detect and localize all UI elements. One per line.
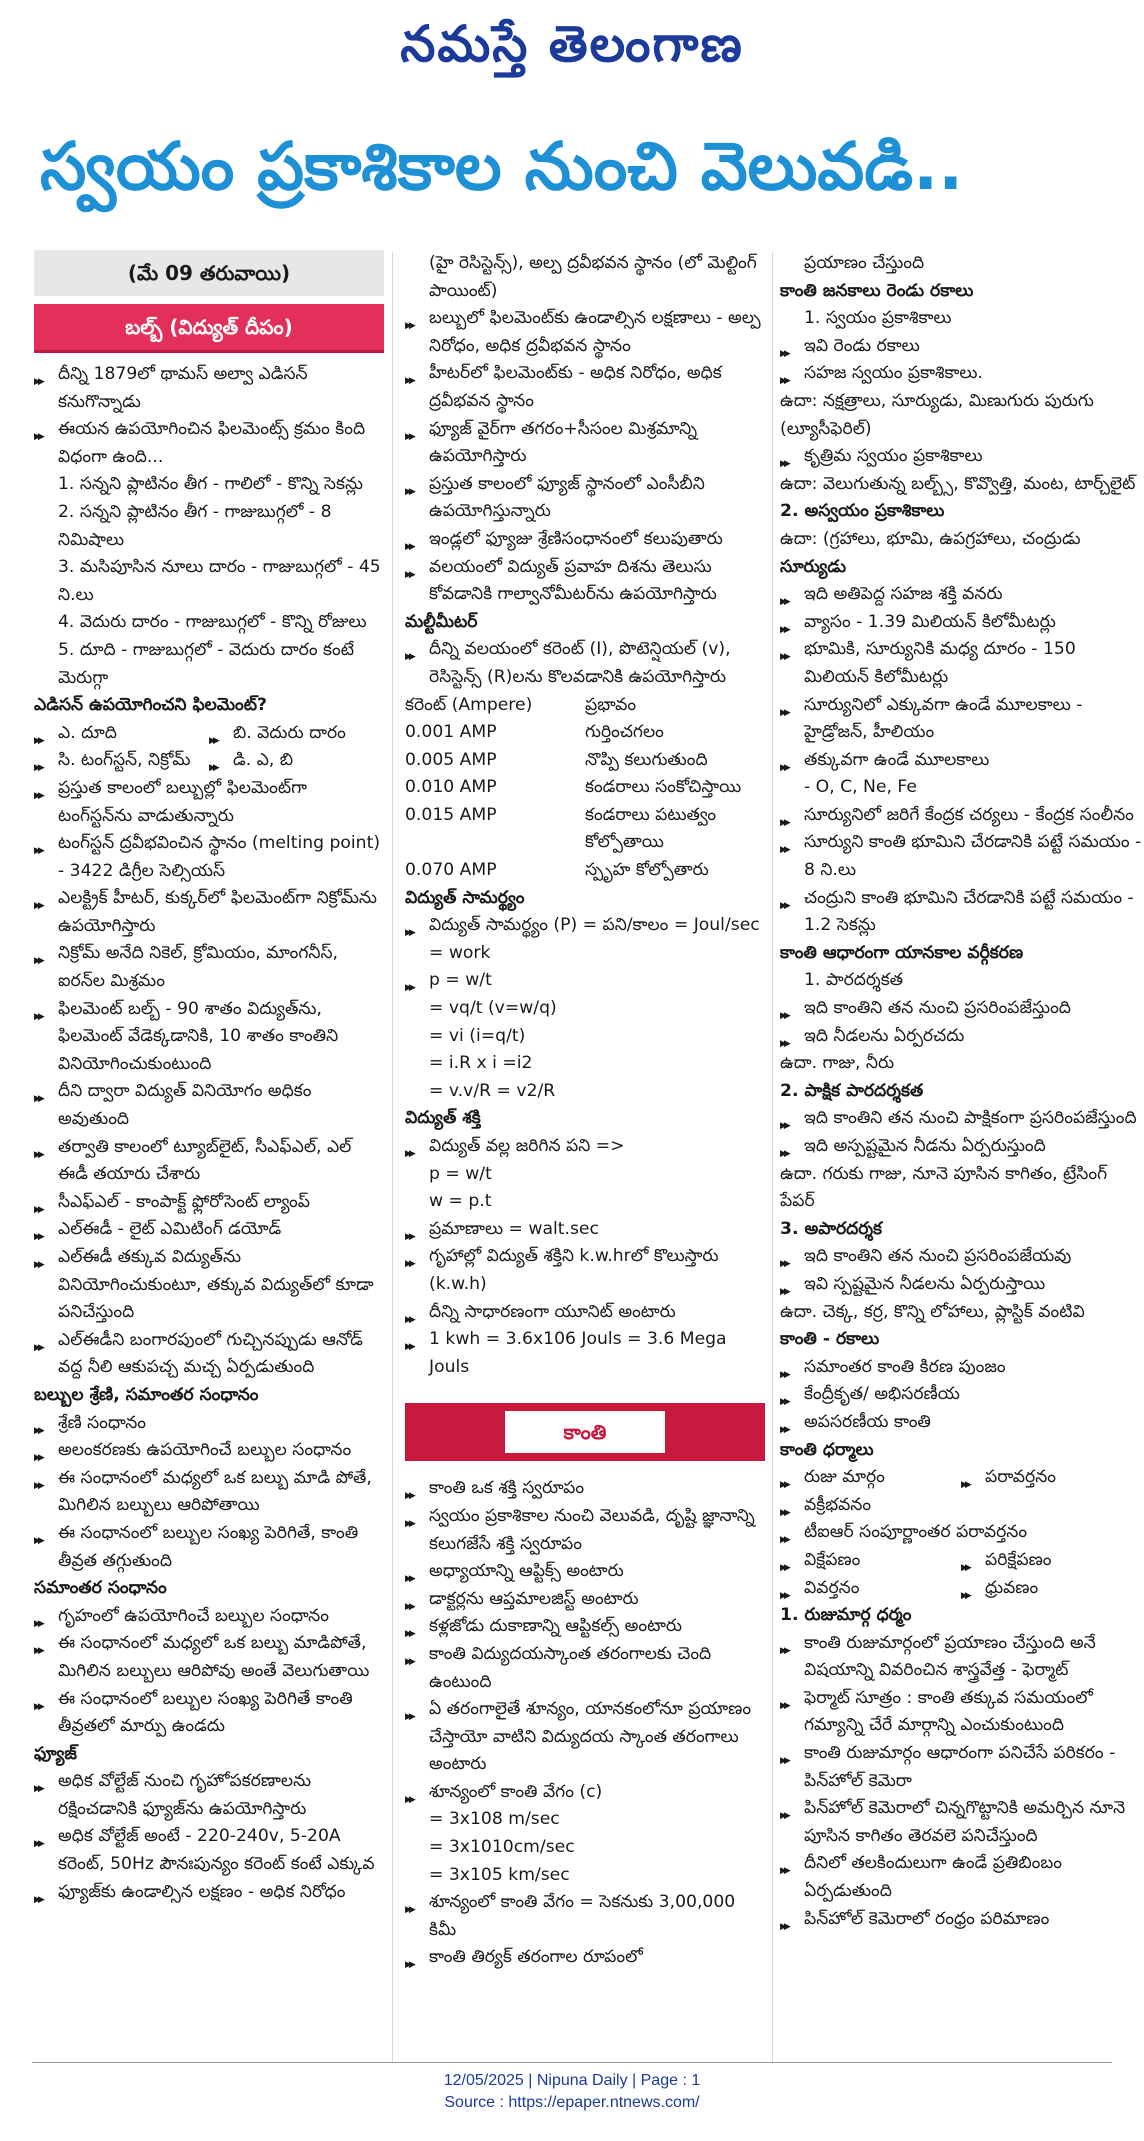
text-line: ఉదా. చెక్క, కర్ర, కొన్ని లోహాలు, ప్లాస్టిక్ వంటివి	[780, 1301, 1085, 1322]
text-line: = v.v/R = v2/R	[429, 1080, 556, 1101]
bullet-item: ▶▶ ఫిలమెంట్ బల్బ్ - 90 శాతం విద్యుత్‌ను, ఫిలమెంట్ వేడెక్కడానికి, 10 శాతం కాంతిని వినియోగించుకుంటుంది	[34, 996, 384, 1079]
column-1	[34, 250, 384, 1906]
bullet-item: ▶▶ కళ్లజోడు దుకాణాన్ని ఆప్టికల్స్ అంటారు	[405, 1613, 765, 1641]
text-line: 1. స్వయం ప్రకాశికాలు	[804, 308, 952, 329]
bullet-item: ▶▶ ఎల్‌ఈడీ తక్కువ విద్యుత్‌ను వినియోగించుకుంటూ, తక్కువ విద్యుత్‌లో కూడా పనిచేస్తుంది	[34, 1244, 384, 1327]
text-line: = 3x1010cm/sec	[429, 1837, 575, 1858]
bullet-item: ▶▶ పిన్‌హోల్ కెమెరాలో చిన్నగొట్టానికి అమర్చిన నూనె పూసిన కాగితం తెరవలె పనిచేస్తుంది	[780, 1795, 1142, 1850]
bullet-item: ▶▶ కాంతి రుజుమార్గం ఆధారంగా పనిచేసే పరికరం - పిన్‌హోల్ కెమెరా	[780, 1740, 1142, 1795]
bullet-item: ▶▶ విద్యుత్ సామర్థ్యం (P) = పని/కాలం = Joul/sec = work	[405, 912, 765, 967]
bullet-item: ▶▶ దీని ద్వారా విద్యుత్ వినియోగం అధికం అవుతుంది	[34, 1078, 384, 1133]
bullet-item: ▶▶ ఇది కాంతిని తన నుంచి ప్రసరింపజేయవు	[780, 1243, 1142, 1271]
list-item: ▶▶ విక్షేపణం	[780, 1547, 961, 1575]
subheading: విద్యుత్ సామర్థ్యం	[405, 887, 525, 908]
subheading: కాంతి జనకాలు రెండు రకాలు	[780, 280, 974, 301]
bullet-item: ▶▶ నిక్రోమ్ అనేది నికెల్, క్రోమియం, మాంగనీస్, ఐరన్‌ల మిశ్రమం	[34, 940, 384, 995]
bullet-item: ▶▶ ఈ సంధానంలో బల్బుల సంఖ్య పెరిగితే, కాంతి తీవ్రత తగ్గుతుంది	[34, 1520, 384, 1575]
list-item: ▶▶ పరిక్షేపణం	[961, 1547, 1142, 1575]
table-header-row	[405, 692, 765, 720]
bullet-item: ▶▶ వక్రీభవనం	[780, 1492, 1142, 1520]
bullet-item: ▶▶ ఈయన ఉపయోగించిన ఫిలమెంట్స్ క్రమం కింది విధంగా ఉంది...	[34, 416, 384, 471]
bullet-item: ▶▶ గృహంలో ఉపయోగించే బల్బుల సంధానం	[34, 1603, 384, 1631]
footer-divider	[32, 2062, 1112, 2063]
table-row	[405, 774, 765, 802]
text-line: = vq/t (v=w/q)	[429, 998, 557, 1019]
date-box: (మే 09 తరువాయి)	[34, 250, 384, 296]
text-line: 3. మసిపూసిన నూలు దారం - గాజుబుగ్గలో - 45 ని.లు	[58, 557, 381, 605]
bullet-item: ▶▶ అలంకరణకు ఉపయోగించే బల్బుల సంధానం	[34, 1437, 384, 1465]
table-row	[405, 802, 765, 857]
column-3-body	[780, 250, 1142, 1933]
bullet-item: ▶▶ దీన్ని సాధారణంగా యూనిట్ అంటారు	[405, 1299, 765, 1327]
two-column-row	[34, 720, 384, 748]
list-item: ▶▶ సి. టంగ్‌స్టన్, నిక్రోమ్	[34, 747, 209, 775]
text-line: 5. దూది - గాజుబుగ్గలో - వెదురు దారం కంటే మెరుగ్గా	[58, 639, 354, 688]
text-line: - O, C, Ne, Fe	[804, 777, 917, 798]
bullet-item: ▶▶ వలయంలో విద్యుత్ ప్రవాహ దిశను తెలుసు కోవడానికి గాల్వానోమీటర్‌ను ఉపయోగిస్తారు	[405, 554, 765, 609]
bullet-item: ▶▶ అధ్యాయాన్ని ఆప్టిక్స్ అంటారు	[405, 1558, 765, 1586]
section-title-bulb: బల్బ్ (విద్యుత్ దీపం)	[34, 304, 384, 353]
bullet-item: ▶▶ ఏ తరంగాలైతే శూన్యం, యానకంలోనూ ప్రయాణం చేస్తాయో వాటిని విద్యుదయ స్కాంత తరంగాలు అంటారు	[405, 1696, 765, 1779]
column-2-body-3	[405, 1475, 765, 1972]
bullet-item: ▶▶ ఇవి స్పష్టమైన నీడలను ఏర్పరుస్తాయి	[780, 1271, 1142, 1299]
section-title-light-box	[405, 1403, 765, 1461]
current-effects-table	[405, 692, 765, 885]
bullet-item: ▶▶ ఫ్యూజ్‌కు ఉండాల్సిన లక్షణం - అధిక నిరోధం	[34, 1879, 384, 1907]
list-item: ▶▶ బి. వెదురు దారం	[209, 720, 384, 748]
bullet-item: ▶▶ శ్రేణి సంధానం	[34, 1410, 384, 1438]
text-line: p = w/t	[429, 1163, 492, 1184]
bullet-item: ▶▶ చంద్రుని కాంతి భూమిని చేరడానికి పట్టే సమయం - 1.2 సెకన్లు	[780, 885, 1142, 940]
bullet-item: ▶▶ అపసరణీయ కాంతి	[780, 1409, 1142, 1437]
bullet-item: ▶▶ కృత్రిమ స్వయం ప్రకాశికాలు	[780, 443, 1142, 471]
subheading: సూర్యుడు	[780, 556, 847, 577]
bullet-item: ▶▶ హీటర్‌లో ఫిలమెంట్‌కు - అధిక నిరోధం, అధిక ద్రవీభవన స్థానం	[405, 360, 765, 415]
subheading: ఎడిసన్ ఉపయోగించని ఫిలమెంట్?	[34, 695, 268, 716]
text-line: = i.R x i =i2	[429, 1053, 533, 1074]
bullet-item: ▶▶ తక్కువగా ఉండే మూలకాలు	[780, 747, 1142, 775]
list-item: ▶▶ పరావర్తనం	[961, 1464, 1142, 1492]
column-divider	[772, 252, 773, 2062]
bullet-item: ▶▶ భూమికి, సూర్యునికి మధ్య దూరం - 150 మిలియన్ కిలోమీటర్లు	[780, 636, 1142, 691]
table-cell: 0.015 AMP	[405, 804, 497, 825]
subheading: సమాంతర సంధానం	[34, 1578, 167, 1599]
column-2-body-2	[405, 885, 765, 1382]
text-line: 1. సన్నని ప్లాటినం తీగ - గాలిలో - కొన్ని సెకన్లు	[58, 474, 363, 495]
bullet-item: ▶▶ అధిక వోల్టేజ్ అంటే - 220-240v, 5-20A కరెంట్, 50Hz పౌనఃపున్యం కరెంట్ కంటే ఎక్కువ	[34, 1823, 384, 1878]
bullet-item: ▶▶ దీనిలో తలకిందులుగా ఉండే ప్రతిబింబం ఏర్పడుతుంది	[780, 1850, 1142, 1905]
bullet-item: ▶▶ తర్వాతి కాలంలో ట్యూబ్‌లైట్, సీఎఫ్‌ఎల్, ఎల్ ఈడీ తయారు చేశారు	[34, 1134, 384, 1189]
table-cell: గుర్తించగలం	[585, 722, 664, 743]
bullet-item: ▶▶ ఇవి రెండు రకాలు	[780, 333, 1142, 361]
bullet-item: ▶▶ కాంతి విద్యుదయస్కాంత తరంగాలకు చెంది ఉంటుంది	[405, 1641, 765, 1696]
bullet-item: ▶▶ ప్రమాణాలు = walt.sec	[405, 1216, 765, 1244]
bullet-item: ▶▶ ఇది నీడలను ఏర్పరచదు	[780, 1023, 1142, 1051]
subheading: కాంతి - రకాలు	[780, 1329, 880, 1350]
bullet-item: ▶▶ శూన్యంలో కాంతి వేగం (c)	[405, 1779, 765, 1807]
bullet-item: ▶▶ సూర్యునిలో ఎక్కువగా ఉండే మూలకాలు - హైడ్రోజన్, హీలియం	[780, 692, 1142, 747]
bullet-item: ▶▶ కాంతి తిర్యక్ తరంగాల రూపంలో	[405, 1944, 765, 1972]
bullet-item: ▶▶ టంగ్‌స్టన్ ద్రవీభవించిన స్థానం (melting point) - 3422 డిగ్రీల సెల్సియస్	[34, 830, 384, 885]
bullet-item: ▶▶ కేంద్రీకృత/ అభిసరణీయ	[780, 1381, 1142, 1409]
subheading: కాంతి ఆధారంగా యానకాల వర్గీకరణ	[780, 942, 1024, 963]
subheading: విద్యుత్ శక్తి	[405, 1108, 481, 1129]
text-line: = 3x108 m/sec	[429, 1809, 560, 1830]
bullet-item: ▶▶ వ్యాసం - 1.39 మిలియన్ కిలోమీటర్లు	[780, 609, 1142, 637]
bullet-item: ▶▶ కాంతి రుజుమార్గంలో ప్రయాణం చేస్తుంది అనే విషయాన్ని వివరించిన శాస్త్రవేత్త - ఫెర్మాట్	[780, 1630, 1142, 1685]
bullet-item: ▶▶ ప్రస్తుత కాలంలో బల్బుల్లో ఫిలమెంట్‌గా టంగ్‌స్టన్‌ను వాడుతున్నారు	[34, 775, 384, 830]
bullet-item: ▶▶ ఇది కాంతిని తన నుంచి ప్రసరింపజేస్తుంది	[780, 995, 1142, 1023]
text-line: ఉదా. గాజు, నీరు	[780, 1053, 895, 1074]
table-row	[405, 747, 765, 775]
bullet-item: ▶▶ దీన్ని 1879లో థామస్ అల్వా ఎడిసన్ కనుగొన్నాడు	[34, 361, 384, 416]
subheading: ఫ్యూజ్	[34, 1743, 77, 1764]
text-line: w = p.t	[429, 1191, 492, 1212]
bullet-item: ▶▶ కాంతి ఒక శక్తి స్వరూపం	[405, 1475, 765, 1503]
table-row	[405, 719, 765, 747]
bullet-item: ▶▶ గృహాల్లో విద్యుత్ శక్తిని k.w.hrలో కొలుస్తారు (k.w.h)	[405, 1243, 765, 1298]
bullet-item: ▶▶ ఇది అస్పష్టమైన నీడను ఏర్పరుస్తుంది	[780, 1133, 1142, 1161]
bullet-item: ▶▶ శూన్యంలో కాంతి వేగం = సెకనుకు 3,00,000 కిమీ	[405, 1889, 765, 1944]
bullet-item: ▶▶ డాక్టర్లను ఆప్తమాలజిస్ట్ అంటారు	[405, 1586, 765, 1614]
table-cell: నొప్పి కలుగుతుంది	[585, 749, 708, 770]
text-line: 2. సన్నని ప్లాటినం తీగ - గాజుబుగ్గలో - 8 నిమిషాలు	[58, 501, 332, 550]
bullet-item: ▶▶ ఎలక్ట్రిక్ హీటర్, కుక్కర్‌లో ఫిలమెంట్‌గా నిక్రోమ్‌ను ఉపయోగిస్తారు	[34, 885, 384, 940]
subheading: మల్టీమీటర్	[405, 611, 478, 632]
two-column-row	[780, 1464, 1142, 1492]
subheading: బల్బుల శ్రేణి, సమాంతర సంధానం	[34, 1384, 259, 1405]
masthead: నమస్తే తెలంగాణ	[400, 14, 744, 73]
bullet-item: ▶▶ అధిక వోల్టేజ్ నుంచి గృహోపకరణాలను రక్షించడానికి ఫ్యూజ్‌ను ఉపయోగిస్తారు	[34, 1768, 384, 1823]
column-3	[780, 250, 1142, 1933]
table-row	[405, 857, 765, 885]
bullet-item: ▶▶ టీఐఆర్ సంపూర్ణాంతర పరావర్తనం	[780, 1519, 1142, 1547]
table-cell: స్పృహ కోల్పోతారు	[585, 860, 709, 881]
bullet-item: ▶▶ ఫెర్మాట్ సూత్రం : కాంతి తక్కువ సమయంలో గమ్యాన్ని చేరే మార్గాన్ని ఎంచుకుంటుంది	[780, 1685, 1142, 1740]
text-line: 4. వెదురు దారం - గాజుబుగ్గలో - కొన్ని రోజులు	[58, 612, 367, 633]
table-cell: 0.070 AMP	[405, 860, 497, 881]
text-line: ఉదా. గరుకు గాజు, నూనె పూసిన కాగితం, ట్రేసింగ్ పేపర్	[780, 1163, 1108, 1212]
bullet-item: ▶▶ ఎల్‌ఈడీ - లైట్ ఎమిటింగ్ డయోడ్	[34, 1216, 384, 1244]
bullet-item: ▶▶ ఈ సంధానంలో మధ్యలో ఒక బల్బు మాడిపోతే, మిగిలిన బల్బులు ఆరిపోవు అంతే వెలుగుతాయి	[34, 1630, 384, 1685]
text-line: ప్రయాణం చేస్తుంది	[804, 253, 925, 273]
bullet-item: ▶▶ ఈ సంధానంలో బల్బుల సంఖ్య పెరిగితే కాంతి తీవ్రతలో మార్పు ఉండదు	[34, 1686, 384, 1741]
table-header-cell: కరెంట్ (Ampere)	[405, 694, 533, 715]
table-cell: 0.005 AMP	[405, 749, 497, 770]
text-line: ఉదా: వెలుగుతున్న బల్బ్స్, కొవ్వొత్తి, మంట, టార్చ్‌లైట్	[780, 473, 1136, 494]
bullet-item: ▶▶ ఇది కాంతిని తన నుంచి పాక్షికంగా ప్రసరింపజేస్తుంది	[780, 1105, 1142, 1133]
text-line: = 3x105 km/sec	[429, 1864, 570, 1885]
column-2-body	[405, 250, 765, 692]
table-header-cell: ప్రభావం	[585, 694, 637, 715]
text-line: ఉదా: (గ్రహాలు, భూమి, ఉపగ్రహాలు, చంద్రుడు	[780, 528, 1081, 549]
bullet-item: ▶▶ సమాంతర కాంతి కిరణ పుంజం	[780, 1354, 1142, 1382]
bullet-item: ▶▶ సహజ స్వయం ప్రకాశికాలు.	[780, 360, 1142, 388]
table-cell: కండరాలు సంకోచిస్తాయి	[585, 777, 742, 798]
subheading: 1. రుజుమార్గ ధర్మం	[780, 1605, 912, 1626]
list-item: ▶▶ రుజు మార్గం	[780, 1464, 961, 1492]
column-2	[405, 250, 765, 1972]
bullet-item: ▶▶ సూర్యునిలో జరిగే కేంద్రక చర్యలు - కేంద్రక సంలీనం	[780, 802, 1142, 830]
bullet-item: ▶▶ దీన్ని వలయంలో కరెంట్ (I), పొటెన్షియల్ (v), రెసిస్టెన్స్ (R)లను కొలవడానికి ఉపయోగిస్తారు	[405, 636, 765, 691]
list-item: ▶▶ ధ్రువణం	[961, 1575, 1142, 1603]
column-divider	[392, 252, 393, 2062]
bullet-item: ▶▶ బల్బులో ఫిలమెంట్‌కు ఉండాల్సిన లక్షణాలు - అల్ప నిరోధం, అధిక ద్రవీభవన స్థానం	[405, 305, 765, 360]
column-1-body	[34, 361, 384, 1906]
section-title-light: కాంతి	[505, 1411, 665, 1453]
two-column-row	[780, 1547, 1142, 1575]
headline: స్వయం ప్రకాశికాల నుంచి వెలువడి..	[40, 128, 964, 205]
text-line: 1. పారదర్శకత	[804, 970, 904, 991]
bullet-item: ▶▶ 1 kwh = 3.6x106 Jouls = 3.6 Mega Jouls	[405, 1326, 765, 1381]
footer-date-line: 12/05/2025 | Nipuna Daily | Page : 1	[443, 2072, 701, 2089]
list-item: ▶▶ డి. ఎ, బి	[209, 747, 384, 775]
bullet-item: ▶▶ పిన్‌హోల్ కెమెరాలో రంధ్రం పరిమాణం	[780, 1906, 1142, 1934]
bullet-item: ▶▶ సూర్యుని కాంతి భూమిని చేరడానికి పట్టే సమయం - 8 ని.లు	[780, 829, 1142, 884]
table-cell: కండరాలు పటుత్వం కోల్పోతాయి	[585, 804, 717, 853]
bullet-item: ▶▶ ఈ సంధానంలో మధ్యలో ఒక బల్బు మాడి పోతే, మిగిలిన బల్బులు ఆరిపోతాయి	[34, 1465, 384, 1520]
bullet-item: ▶▶ విద్యుత్ వల్ల జరిగిన పని =>	[405, 1133, 765, 1161]
text-line: = vi (i=q/t)	[429, 1025, 526, 1046]
subheading: 2. పాక్షిక పారదర్శకత	[780, 1080, 924, 1101]
list-item: ▶▶ ఎ. దూది	[34, 720, 209, 748]
bullet-item: ▶▶ ఇది అతిపెద్ద సహజ శక్తి వనరు	[780, 581, 1142, 609]
bullet-item: ▶▶ ఇండ్లలో ఫ్యూజు శ్రేణిసంధానంలో కలుపుతారు	[405, 526, 765, 554]
two-column-row	[780, 1575, 1142, 1603]
two-column-row	[34, 747, 384, 775]
list-item: ▶▶ వివర్తనం	[780, 1575, 961, 1603]
subheading: కాంతి ధర్మాలు	[780, 1439, 874, 1460]
subheading: 3. అపారదర్శక	[780, 1218, 883, 1239]
bullet-item: ▶▶ ప్రస్తుత కాలంలో ఫ్యూజ్ స్థానంలో ఎంసీబీని ఉపయోగిస్తున్నారు	[405, 471, 765, 526]
bullet-item: ▶▶ ఫ్యూజ్ వైర్‌గా తగరం+సీసంల మిశ్రమాన్ని ఉపయోగిస్తారు	[405, 416, 765, 471]
bullet-item: ▶▶ సీఎఫ్‌ఎల్ - కాంపాక్ట్ ఫ్లోరోసెంట్ ల్యాంప్	[34, 1189, 384, 1217]
footer-source-line: Source : https://epaper.ntnews.com/	[444, 2094, 700, 2111]
bullet-item: ▶▶ స్వయం ప్రకాశికాల నుంచి వెలువడి, దృష్టి జ్ఞానాన్ని కలుగజేసే శక్తి స్వరూపం	[405, 1503, 765, 1558]
subheading: 2. అస్వయం ప్రకాశికాలు	[780, 501, 945, 522]
table-cell: 0.001 AMP	[405, 722, 497, 743]
text-line: ఉదా: నక్షత్రాలు, సూర్యుడు, మిణుగురు పురుగు (ల్యూసీఫెరిల్)	[780, 390, 1094, 439]
table-cell: 0.010 AMP	[405, 777, 497, 798]
bullet-item: ▶▶ ఎల్‌ఈడీని బంగారపుంలో గుచ్చినప్పుడు ఆనోడ్ వద్ద నీలి ఆకుపచ్చ మచ్చ ఏర్పడుతుంది	[34, 1327, 384, 1382]
text-line: (హై రెసిస్టెన్స్), అల్ప ద్రవీభవన స్థానం (లో మెల్టింగ్ పాయింట్)	[429, 253, 757, 301]
bullet-item: ▶▶ p = w/t	[405, 967, 765, 995]
